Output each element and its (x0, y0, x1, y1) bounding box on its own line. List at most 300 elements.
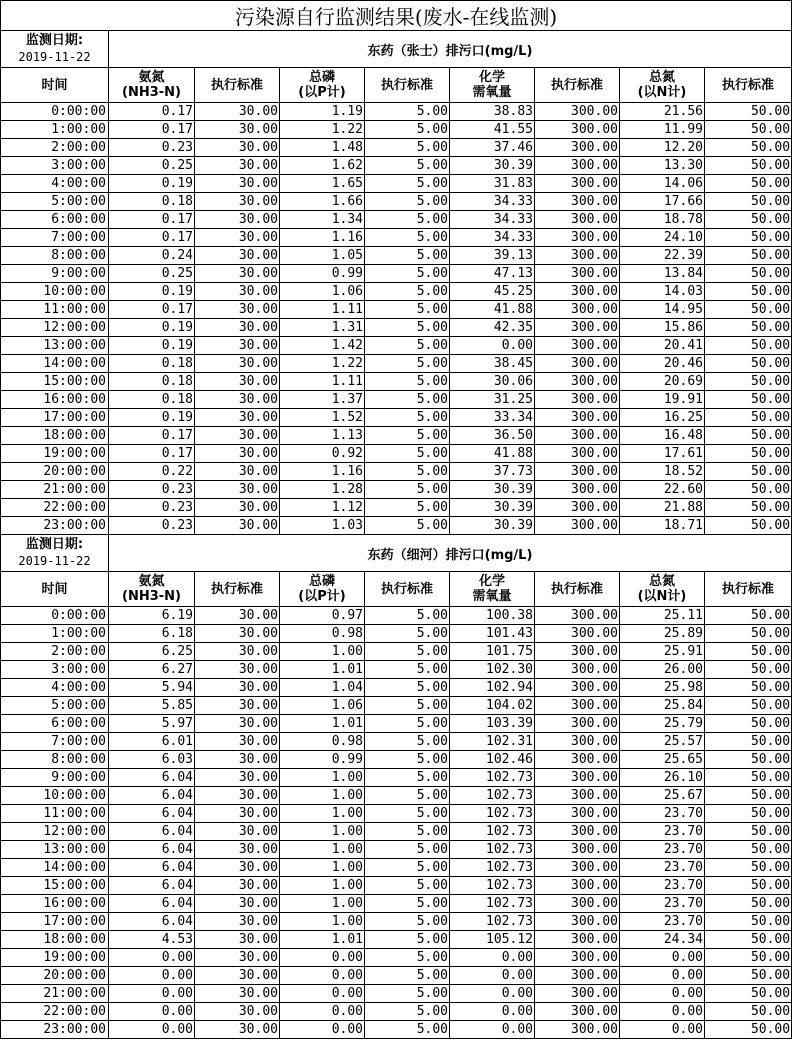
table-row (1, 247, 792, 265)
phosphorus-standard: 5.00 (365, 337, 450, 355)
cod-standard: 300.00 (535, 913, 620, 931)
nitrogen-value: 21.88 (620, 499, 705, 517)
time-cell: 10:00:00 (1, 283, 109, 301)
nitrogen-value: 21.56 (620, 103, 705, 121)
time-cell: 17:00:00 (1, 913, 109, 931)
nitrogen-value: 24.10 (620, 229, 705, 247)
cod-value: 103.39 (450, 715, 535, 733)
nitrogen-standard: 50.00 (705, 931, 792, 949)
ammonia-header-line: 氨氮 (138, 574, 165, 589)
nitrogen-standard: 50.00 (705, 967, 792, 985)
nitrogen-standard: 50.00 (705, 949, 792, 967)
time-cell: 22:00:00 (1, 499, 109, 517)
phosphorus-value: 1.00 (280, 841, 365, 859)
cod-value: 0.00 (450, 1021, 535, 1039)
nitrogen-standard: 50.00 (705, 283, 792, 301)
ammonia-value: 6.19 (109, 607, 195, 625)
nitrogen-standard: 50.00 (705, 661, 792, 679)
cod-value: 30.06 (450, 373, 535, 391)
ammonia-standard: 30.00 (195, 733, 280, 751)
ammonia-value: 0.17 (109, 229, 195, 247)
table-row (1, 481, 792, 499)
cod-standard: 300.00 (535, 427, 620, 445)
nitrogen-standard: 50.00 (705, 607, 792, 625)
table-row (1, 751, 792, 769)
ammonia-value: 6.04 (109, 913, 195, 931)
phosphorus-standard: 5.00 (365, 373, 450, 391)
time-cell: 6:00:00 (1, 211, 109, 229)
cod-standard: 300.00 (535, 301, 620, 319)
phosphorus-standard: 5.00 (365, 625, 450, 643)
time-cell: 10:00:00 (1, 787, 109, 805)
phosphorus-value: 1.22 (280, 355, 365, 373)
ammonia-header-line: 氨氮 (138, 70, 165, 85)
ammonia-standard-header-line: 执行标准 (210, 77, 263, 93)
phosphorus-value: 1.00 (280, 769, 365, 787)
phosphorus-value: 1.03 (280, 517, 365, 535)
ammonia-header (109, 572, 195, 607)
column-header-row (1, 68, 792, 103)
nitrogen-standard: 50.00 (705, 121, 792, 139)
cod-value: 102.73 (450, 805, 535, 823)
time-cell: 21:00:00 (1, 985, 109, 1003)
cod-value: 45.25 (450, 283, 535, 301)
cod-standard: 300.00 (535, 157, 620, 175)
nitrogen-standard: 50.00 (705, 481, 792, 499)
cod-value: 105.12 (450, 931, 535, 949)
ammonia-value: 6.04 (109, 859, 195, 877)
ammonia-standard: 30.00 (195, 193, 280, 211)
nitrogen-standard: 50.00 (705, 787, 792, 805)
phosphorus-value: 1.34 (280, 211, 365, 229)
cod-value: 30.39 (450, 517, 535, 535)
phosphorus-standard-header-line: 执行标准 (380, 77, 433, 93)
ammonia-standard: 30.00 (195, 841, 280, 859)
ammonia-value: 6.04 (109, 895, 195, 913)
nitrogen-value: 23.70 (620, 805, 705, 823)
nitrogen-standard: 50.00 (705, 355, 792, 373)
ammonia-value: 0.19 (109, 409, 195, 427)
monitoring-date-label: 监测日期: (25, 536, 84, 552)
cod-value: 41.88 (450, 445, 535, 463)
nitrogen-value: 23.70 (620, 841, 705, 859)
cod-value: 39.13 (450, 247, 535, 265)
phosphorus-standard-header-line: 执行标准 (380, 581, 433, 597)
table-row (1, 427, 792, 445)
phosphorus-value: 0.00 (280, 949, 365, 967)
cod-value: 0.00 (450, 337, 535, 355)
time-cell: 18:00:00 (1, 427, 109, 445)
cod-header-line: 化学 (478, 70, 505, 85)
nitrogen-value: 22.60 (620, 481, 705, 499)
nitrogen-standard: 50.00 (705, 211, 792, 229)
cod-value: 102.73 (450, 787, 535, 805)
nitrogen-standard: 50.00 (705, 823, 792, 841)
ammonia-standard: 30.00 (195, 391, 280, 409)
phosphorus-value: 0.92 (280, 445, 365, 463)
table-row (1, 931, 792, 949)
cod-value: 102.73 (450, 895, 535, 913)
ammonia-standard: 30.00 (195, 967, 280, 985)
ammonia-value: 6.18 (109, 625, 195, 643)
cod-standard: 300.00 (535, 103, 620, 121)
ammonia-standard: 30.00 (195, 985, 280, 1003)
cod-value: 102.73 (450, 877, 535, 895)
nitrogen-header-line: 总氮 (648, 574, 675, 589)
cod-standard: 300.00 (535, 985, 620, 1003)
table-row (1, 463, 792, 481)
nitrogen-value: 13.84 (620, 265, 705, 283)
ammonia-standard: 30.00 (195, 895, 280, 913)
ammonia-value: 0.17 (109, 445, 195, 463)
phosphorus-value: 0.98 (280, 733, 365, 751)
phosphorus-standard: 5.00 (365, 823, 450, 841)
ammonia-value: 5.97 (109, 715, 195, 733)
phosphorus-standard: 5.00 (365, 931, 450, 949)
time-cell: 5:00:00 (1, 697, 109, 715)
nitrogen-standard: 50.00 (705, 517, 792, 535)
table-row (1, 733, 792, 751)
time-header-line: 时间 (41, 581, 68, 597)
nitrogen-standard: 50.00 (705, 805, 792, 823)
cod-value: 102.30 (450, 661, 535, 679)
table-row (1, 823, 792, 841)
time-cell: 22:00:00 (1, 1003, 109, 1021)
nitrogen-value: 22.39 (620, 247, 705, 265)
cod-value: 37.73 (450, 463, 535, 481)
table-row (1, 769, 792, 787)
cod-value: 34.33 (450, 229, 535, 247)
ammonia-value: 0.25 (109, 157, 195, 175)
phosphorus-value: 1.11 (280, 301, 365, 319)
nitrogen-standard: 50.00 (705, 463, 792, 481)
cod-value: 38.83 (450, 103, 535, 121)
cod-standard: 300.00 (535, 859, 620, 877)
table-row (1, 697, 792, 715)
cod-standard: 300.00 (535, 769, 620, 787)
cod-standard: 300.00 (535, 445, 620, 463)
ammonia-standard: 30.00 (195, 859, 280, 877)
phosphorus-value: 0.99 (280, 751, 365, 769)
phosphorus-value: 1.13 (280, 427, 365, 445)
table-row (1, 229, 792, 247)
ammonia-value: 6.04 (109, 823, 195, 841)
ammonia-standard: 30.00 (195, 211, 280, 229)
cod-standard: 300.00 (535, 283, 620, 301)
ammonia-standard: 30.00 (195, 769, 280, 787)
time-header-line: 时间 (41, 77, 68, 93)
time-cell: 1:00:00 (1, 121, 109, 139)
phosphorus-standard: 5.00 (365, 715, 450, 733)
time-cell: 2:00:00 (1, 139, 109, 157)
ammonia-standard: 30.00 (195, 445, 280, 463)
table-row (1, 319, 792, 337)
time-cell: 4:00:00 (1, 679, 109, 697)
ammonia-standard: 30.00 (195, 823, 280, 841)
nitrogen-standard: 50.00 (705, 859, 792, 877)
cod-standard: 300.00 (535, 877, 620, 895)
table-row (1, 445, 792, 463)
nitrogen-standard: 50.00 (705, 445, 792, 463)
cod-value: 0.00 (450, 1003, 535, 1021)
phosphorus-standard: 5.00 (365, 643, 450, 661)
ammonia-standard: 30.00 (195, 877, 280, 895)
time-cell: 11:00:00 (1, 301, 109, 319)
phosphorus-standard: 5.00 (365, 859, 450, 877)
table-row (1, 895, 792, 913)
time-cell: 4:00:00 (1, 175, 109, 193)
nitrogen-standard: 50.00 (705, 733, 792, 751)
cod-standard: 300.00 (535, 1003, 620, 1021)
ammonia-standard: 30.00 (195, 337, 280, 355)
table-row (1, 607, 792, 625)
ammonia-value: 0.19 (109, 175, 195, 193)
table-row (1, 985, 792, 1003)
nitrogen-value: 23.70 (620, 913, 705, 931)
ammonia-value: 0.00 (109, 1003, 195, 1021)
nitrogen-value: 25.84 (620, 697, 705, 715)
phosphorus-standard: 5.00 (365, 301, 450, 319)
phosphorus-standard: 5.00 (365, 1003, 450, 1021)
phosphorus-value: 1.11 (280, 373, 365, 391)
cod-standard: 300.00 (535, 463, 620, 481)
phosphorus-standard: 5.00 (365, 967, 450, 985)
phosphorus-value: 1.16 (280, 463, 365, 481)
cod-standard: 300.00 (535, 391, 620, 409)
cod-value: 41.88 (450, 301, 535, 319)
ammonia-value: 6.04 (109, 841, 195, 859)
ammonia-value: 0.17 (109, 211, 195, 229)
nitrogen-value: 14.03 (620, 283, 705, 301)
time-header (1, 572, 109, 607)
phosphorus-header-line: 总磷 (308, 574, 335, 589)
nitrogen-standard: 50.00 (705, 1003, 792, 1021)
phosphorus-standard-header (365, 572, 450, 607)
cod-standard: 300.00 (535, 895, 620, 913)
nitrogen-standard-header-line: 执行标准 (722, 581, 775, 597)
nitrogen-value: 25.11 (620, 607, 705, 625)
nitrogen-standard: 50.00 (705, 751, 792, 769)
ammonia-standard: 30.00 (195, 283, 280, 301)
ammonia-standard: 30.00 (195, 661, 280, 679)
nitrogen-value: 0.00 (620, 1021, 705, 1039)
cod-standard: 300.00 (535, 823, 620, 841)
ammonia-value: 0.17 (109, 103, 195, 121)
cod-standard: 300.00 (535, 931, 620, 949)
cod-header-line: 需氧量 (472, 85, 512, 100)
phosphorus-value: 1.00 (280, 643, 365, 661)
phosphorus-value: 1.00 (280, 805, 365, 823)
nitrogen-standard: 50.00 (705, 337, 792, 355)
cod-standard: 300.00 (535, 643, 620, 661)
phosphorus-standard: 5.00 (365, 319, 450, 337)
table-row (1, 1003, 792, 1021)
time-cell: 12:00:00 (1, 319, 109, 337)
nitrogen-value: 13.30 (620, 157, 705, 175)
nitrogen-standard: 50.00 (705, 139, 792, 157)
column-header-row (1, 572, 792, 607)
nitrogen-standard: 50.00 (705, 985, 792, 1003)
ammonia-standard: 30.00 (195, 517, 280, 535)
ammonia-standard: 30.00 (195, 715, 280, 733)
nitrogen-value: 14.06 (620, 175, 705, 193)
cod-standard: 300.00 (535, 229, 620, 247)
phosphorus-value: 1.37 (280, 391, 365, 409)
phosphorus-value: 1.31 (280, 319, 365, 337)
cod-standard: 300.00 (535, 625, 620, 643)
cod-standard-header-line: 执行标准 (550, 77, 603, 93)
phosphorus-standard: 5.00 (365, 517, 450, 535)
nitrogen-standard: 50.00 (705, 229, 792, 247)
table-row (1, 967, 792, 985)
phosphorus-standard: 5.00 (365, 499, 450, 517)
phosphorus-value: 0.98 (280, 625, 365, 643)
table-row (1, 499, 792, 517)
nitrogen-value: 16.48 (620, 427, 705, 445)
cod-standard: 300.00 (535, 373, 620, 391)
phosphorus-value: 1.06 (280, 283, 365, 301)
phosphorus-value: 1.28 (280, 481, 365, 499)
ammonia-value: 4.53 (109, 931, 195, 949)
section-header-row (1, 31, 792, 68)
time-cell: 20:00:00 (1, 463, 109, 481)
time-cell: 9:00:00 (1, 769, 109, 787)
time-cell: 19:00:00 (1, 445, 109, 463)
ammonia-value: 0.17 (109, 427, 195, 445)
nitrogen-standard: 50.00 (705, 841, 792, 859)
cod-standard: 300.00 (535, 193, 620, 211)
ammonia-value: 0.23 (109, 139, 195, 157)
phosphorus-value: 1.05 (280, 247, 365, 265)
phosphorus-value: 1.00 (280, 787, 365, 805)
cod-standard: 300.00 (535, 841, 620, 859)
nitrogen-standard: 50.00 (705, 715, 792, 733)
ammonia-value: 0.23 (109, 517, 195, 535)
nitrogen-value: 18.78 (620, 211, 705, 229)
cod-value: 102.94 (450, 679, 535, 697)
cod-value: 30.39 (450, 481, 535, 499)
ammonia-value: 5.94 (109, 679, 195, 697)
ammonia-standard: 30.00 (195, 679, 280, 697)
phosphorus-value: 1.42 (280, 337, 365, 355)
nitrogen-value: 0.00 (620, 949, 705, 967)
nitrogen-header (620, 572, 705, 607)
time-cell: 8:00:00 (1, 751, 109, 769)
table-row (1, 949, 792, 967)
time-cell: 14:00:00 (1, 859, 109, 877)
cod-standard: 300.00 (535, 967, 620, 985)
ammonia-value: 0.18 (109, 391, 195, 409)
ammonia-standard: 30.00 (195, 499, 280, 517)
nitrogen-standard: 50.00 (705, 679, 792, 697)
table-row (1, 301, 792, 319)
table-row (1, 841, 792, 859)
cod-value: 0.00 (450, 985, 535, 1003)
nitrogen-value: 19.91 (620, 391, 705, 409)
time-cell: 0:00:00 (1, 103, 109, 121)
table-row (1, 409, 792, 427)
cod-standard: 300.00 (535, 247, 620, 265)
cod-standard: 300.00 (535, 1021, 620, 1039)
nitrogen-standard: 50.00 (705, 427, 792, 445)
phosphorus-standard: 5.00 (365, 913, 450, 931)
cod-value: 101.43 (450, 625, 535, 643)
cod-value: 36.50 (450, 427, 535, 445)
cod-standard: 300.00 (535, 409, 620, 427)
cod-standard: 300.00 (535, 139, 620, 157)
nitrogen-standard: 50.00 (705, 697, 792, 715)
nitrogen-standard: 50.00 (705, 895, 792, 913)
time-cell: 21:00:00 (1, 481, 109, 499)
nitrogen-value: 25.79 (620, 715, 705, 733)
nitrogen-value: 0.00 (620, 967, 705, 985)
ammonia-standard: 30.00 (195, 463, 280, 481)
time-cell: 7:00:00 (1, 733, 109, 751)
phosphorus-header (280, 572, 365, 607)
time-cell: 3:00:00 (1, 661, 109, 679)
ammonia-value: 0.23 (109, 481, 195, 499)
table-row (1, 643, 792, 661)
nitrogen-standard-header (705, 572, 792, 607)
nitrogen-value: 20.69 (620, 373, 705, 391)
cod-value: 102.73 (450, 859, 535, 877)
nitrogen-standard: 50.00 (705, 913, 792, 931)
table-row (1, 661, 792, 679)
ammonia-standard: 30.00 (195, 103, 280, 121)
nitrogen-value: 24.34 (620, 931, 705, 949)
ammonia-value: 5.85 (109, 697, 195, 715)
time-cell: 15:00:00 (1, 373, 109, 391)
phosphorus-value: 0.00 (280, 1003, 365, 1021)
phosphorus-value: 0.00 (280, 967, 365, 985)
phosphorus-value: 0.99 (280, 265, 365, 283)
ammonia-value: 0.24 (109, 247, 195, 265)
nitrogen-standard-header (705, 68, 792, 103)
phosphorus-standard: 5.00 (365, 355, 450, 373)
cod-standard: 300.00 (535, 679, 620, 697)
cod-standard: 300.00 (535, 607, 620, 625)
nitrogen-value: 17.66 (620, 193, 705, 211)
cod-standard: 300.00 (535, 211, 620, 229)
table-row (1, 517, 792, 535)
nitrogen-standard-header-line: 执行标准 (722, 77, 775, 93)
ammonia-standard: 30.00 (195, 643, 280, 661)
cod-standard: 300.00 (535, 337, 620, 355)
time-cell: 2:00:00 (1, 643, 109, 661)
ammonia-value: 0.18 (109, 193, 195, 211)
cod-standard: 300.00 (535, 787, 620, 805)
phosphorus-header-line: (以P计) (298, 85, 346, 100)
cod-standard: 300.00 (535, 499, 620, 517)
nitrogen-value: 17.61 (620, 445, 705, 463)
ammonia-standard: 30.00 (195, 319, 280, 337)
phosphorus-standard: 5.00 (365, 445, 450, 463)
table-row (1, 337, 792, 355)
ammonia-standard: 30.00 (195, 607, 280, 625)
phosphorus-standard: 5.00 (365, 1021, 450, 1039)
nitrogen-standard: 50.00 (705, 373, 792, 391)
cod-header (450, 68, 535, 103)
table-row (1, 913, 792, 931)
table-row (1, 787, 792, 805)
nitrogen-standard: 50.00 (705, 391, 792, 409)
ammonia-value: 6.25 (109, 643, 195, 661)
cod-value: 0.00 (450, 967, 535, 985)
ammonia-standard: 30.00 (195, 931, 280, 949)
ammonia-value: 0.19 (109, 319, 195, 337)
nitrogen-value: 23.70 (620, 895, 705, 913)
ammonia-standard-header (195, 68, 280, 103)
